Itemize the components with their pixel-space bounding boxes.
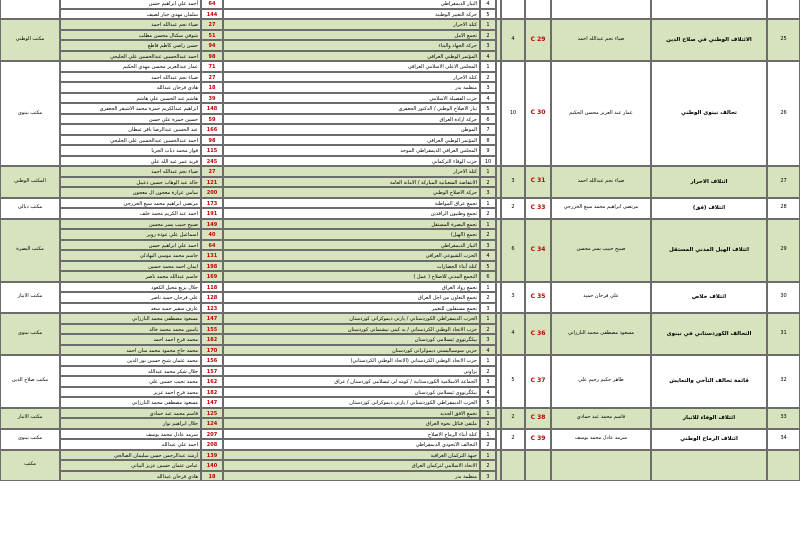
- party-name: حزب الفضيلة الاسلامي: [223, 93, 480, 104]
- party-name: الموطن: [223, 124, 480, 135]
- coalition-index: 31: [767, 313, 800, 355]
- coalition-leader: [551, 0, 651, 19]
- party-name: كتلة أبناء الرماح الاصلاح: [223, 429, 480, 440]
- party-index: 6: [480, 271, 496, 282]
- candidate-number: 40: [201, 229, 223, 240]
- coalition-code: C 33: [525, 198, 551, 219]
- candidate-number: 166: [201, 124, 223, 135]
- coalition-code: C 37: [525, 355, 551, 408]
- candidate-name: جاسم محمد موسى البهادلي: [60, 250, 201, 261]
- party-index: 4: [480, 387, 496, 398]
- party-name: كتلة الاحرار: [223, 166, 480, 177]
- coalition-name: ائتلاف (فق): [651, 198, 767, 219]
- party-index: 2: [480, 460, 496, 471]
- party-name: تجمع (الهيل): [223, 229, 480, 240]
- party-name: تيار الاصلاح الوطني / الدكتور الجعفري: [223, 103, 480, 114]
- candidate-name: اسماعيل علي عودة زوير: [60, 229, 201, 240]
- candidate-number: 173: [201, 198, 223, 209]
- party-name: حركة الاصلاح الوطني: [223, 187, 480, 198]
- party-index: 3: [480, 40, 496, 51]
- party-name: بيكگرتووى ئيسلامى كوردستان: [223, 334, 480, 345]
- coalition-block: [0, 166, 800, 198]
- coalition-name: [651, 450, 767, 482]
- coalition-block: [0, 429, 800, 450]
- candidate-name: احمد عبدالحسين عبدالحسين علي الجليحي: [60, 51, 201, 62]
- party-index: 4: [480, 0, 496, 9]
- candidate-name: شوقي سكنال محسن مطلب: [60, 30, 201, 41]
- office-name: مكتب الانبار: [0, 408, 60, 429]
- party-name: بيكگرتووى ئيسلامى كوردستان: [223, 387, 480, 398]
- candidate-name: ابراهيم عبدالكريم حمزة محمد الاشيقر الجعفري: [60, 103, 201, 114]
- coalition-index: 29: [767, 219, 800, 282]
- office-name: مكتب ديالى: [0, 198, 60, 219]
- coalition-name: التحالف الكوردستاني في نينوى: [651, 313, 767, 355]
- candidate-number: 64: [201, 240, 223, 251]
- candidate-number: 27: [201, 72, 223, 83]
- candidate-number: 51: [201, 30, 223, 41]
- coalition-block: [0, 19, 800, 61]
- candidate-number: 98: [201, 135, 223, 146]
- party-index: 3: [480, 471, 496, 482]
- party-index: 1: [480, 282, 496, 293]
- candidate-number: 64: [201, 0, 223, 9]
- party-name: حركة ارادة العراق: [223, 114, 480, 125]
- party-name: حزب الاتحاد الوطني الكردستاني (الاتحاد الوطني الكردستاني): [223, 355, 480, 366]
- seat-count: 2: [501, 429, 525, 450]
- candidate-number: 59: [201, 114, 223, 125]
- office-name: مكتب البصرة: [0, 219, 60, 282]
- candidate-number: 128: [201, 292, 223, 303]
- candidate-name: أحمد علي ابراهيم حسن: [60, 0, 201, 9]
- coalition-block: [0, 313, 800, 355]
- coalition-leader: [551, 450, 651, 482]
- coalition-code: C 39: [525, 429, 551, 450]
- candidate-name: جلال ابراهيم نوار: [60, 418, 201, 429]
- office-name: [0, 0, 60, 19]
- coalition-leader: ضياء نجم عبدالله احمد: [551, 166, 651, 198]
- coalition-index: [767, 450, 800, 482]
- party-index: 3: [480, 334, 496, 345]
- candidate-name: سرمد عادل محمد يوسف: [60, 429, 201, 440]
- candidate-name: سلمان مهدي جبار لصيف: [60, 9, 201, 20]
- candidate-number: 125: [201, 408, 223, 419]
- candidate-number: 208: [201, 439, 223, 450]
- candidate-name: قاسم محمد عبد حمادي: [60, 408, 201, 419]
- party-name: المجلس الاعلى الاسلامي العراقي: [223, 61, 480, 72]
- party-index: 1: [480, 429, 496, 440]
- candidate-name: فواز محمد ذياب الجربا: [60, 145, 201, 156]
- party-index: 5: [480, 103, 496, 114]
- coalition-leader: عمار عبد العزيز محسن الحكيم: [551, 61, 651, 166]
- seat-count: 2: [501, 198, 525, 219]
- party-index: 1: [480, 166, 496, 177]
- coalition-index: [767, 0, 800, 19]
- party-name: حركة التغيير الوطنية: [223, 9, 480, 20]
- seat-count: 2: [501, 408, 525, 429]
- candidate-name: احمد علي عبدالله: [60, 439, 201, 450]
- candidate-number: 140: [201, 460, 223, 471]
- party-name: حزب الاتحاد الوطني الكردستاني / يه كيتى نيشتمانى كوردستان: [223, 324, 480, 335]
- coalition-name: تحالف نينوى الوطني: [651, 61, 767, 166]
- party-name: المؤتمر الوطني العراقي: [223, 135, 480, 146]
- seat-count: 3: [501, 282, 525, 314]
- party-index: 2: [480, 229, 496, 240]
- party-name: التجمع المدني للاصلاح ( عمل ): [223, 271, 480, 282]
- party-index: 4: [480, 93, 496, 104]
- party-name: بزاوتى: [223, 366, 480, 377]
- coalition-code: [525, 450, 551, 482]
- seat-count: 4: [501, 313, 525, 355]
- coalition-name: ائتلاف الهيل المدني المستقل: [651, 219, 767, 282]
- candidate-name: محمد نجيب حسين علي: [60, 376, 201, 387]
- party-index: 2: [480, 324, 496, 335]
- candidate-number: 169: [201, 271, 223, 282]
- coalition-name: ائتلاف الاحرار: [651, 166, 767, 198]
- party-index: 2: [480, 208, 496, 219]
- party-index: 6: [480, 114, 496, 125]
- coalition-index: 34: [767, 429, 800, 450]
- seat-count: [501, 450, 525, 482]
- party-index: 2: [480, 292, 496, 303]
- party-index: 3: [480, 376, 496, 387]
- office-name: المكتب الوطني: [0, 166, 60, 198]
- coalition-index: 32: [767, 355, 800, 408]
- coalition-block: [0, 450, 800, 482]
- coalition-block: [0, 219, 800, 282]
- candidate-number: 147: [201, 313, 223, 324]
- party-index: 2: [480, 418, 496, 429]
- party-name: المؤتمر الوطني العراقي: [223, 51, 480, 62]
- candidate-number: 115: [201, 145, 223, 156]
- candidate-number: 245: [201, 156, 223, 167]
- party-name: منظمة بدر: [223, 471, 480, 482]
- coalition-leader: صبيح حبيب يسر محسن: [551, 219, 651, 282]
- party-index: 2: [480, 177, 496, 188]
- coalition-leader: ضياء نجم عبدالله احمد: [551, 19, 651, 61]
- coalition-code: C 30: [525, 61, 551, 166]
- candidate-name: سامي عزارة معجون ال معجون: [60, 187, 201, 198]
- party-index: 1: [480, 313, 496, 324]
- candidate-name: حسين حمزة علي حسن: [60, 114, 201, 125]
- candidate-number: 27: [201, 166, 223, 177]
- candidate-number: 148: [201, 103, 223, 114]
- candidate-number: 182: [201, 387, 223, 398]
- coalition-name: ائتلاف خلاص: [651, 282, 767, 314]
- party-name: تجمع رواد العراق: [223, 282, 480, 293]
- coalition-leader: قاسم محمد عبد حمادي: [551, 408, 651, 429]
- candidate-name: جاسم عبدالله محمد ناصر: [60, 271, 201, 282]
- coalition-code: C 29: [525, 19, 551, 61]
- coalition-block: [0, 0, 800, 19]
- party-name: الحزب الديمقراطي الكوردستاني / پارتی ديموكراتى كوردستان: [223, 397, 480, 408]
- candidate-number: 139: [201, 450, 223, 461]
- office-name: مكتب: [0, 450, 60, 482]
- candidate-name: جلال يزيع محيل الكعود: [60, 282, 201, 293]
- party-name: ملتقى قبائل نخوة العراق: [223, 418, 480, 429]
- party-index: 2: [480, 439, 496, 450]
- coalition-code: [525, 0, 551, 19]
- candidate-name: صبيح حبيب يسر محسن: [60, 219, 201, 230]
- coalition-index: 33: [767, 408, 800, 429]
- coalition-leader: علي فرحان حميد: [551, 282, 651, 314]
- candidate-name: مرتضى ابراهيم محمد سبع الخزرجي: [60, 198, 201, 209]
- office-name: مكتب الانبار: [0, 282, 60, 314]
- candidate-number: 124: [201, 418, 223, 429]
- coalition-name: الائتلاف الوطني في صلاح الدين: [651, 19, 767, 61]
- coalition-block: [0, 198, 800, 219]
- candidate-name: هادي فرحان عبدالله: [60, 471, 201, 482]
- candidate-number: 155: [201, 324, 223, 335]
- party-index: 2: [480, 366, 496, 377]
- party-index: 4: [480, 345, 496, 356]
- party-index: 3: [480, 82, 496, 93]
- candidate-name: ايمان احمد محمد حسين: [60, 261, 201, 272]
- party-index: 1: [480, 61, 496, 72]
- candidate-number: 198: [201, 261, 223, 272]
- candidate-name: هاشم عبد الحسين علي هاشم: [60, 93, 201, 104]
- party-name: تجمع مستقلون للتغيير: [223, 303, 480, 314]
- seat-count: 10: [501, 61, 525, 166]
- candidate-name: محمد فرج احمد احمد: [60, 334, 201, 345]
- coalition-index: 30: [767, 282, 800, 314]
- coalition-index: 28: [767, 198, 800, 219]
- party-index: 1: [480, 450, 496, 461]
- candidate-number: 27: [201, 19, 223, 30]
- candidate-number: 94: [201, 40, 223, 51]
- party-name: الانتفاضة الشعبانية المباركة / الامانة العامة: [223, 177, 480, 188]
- candidate-number: 156: [201, 355, 223, 366]
- candidate-name: عباس عثمان حسين عزيز البياتي: [60, 460, 201, 471]
- candidate-number: 123: [201, 303, 223, 314]
- candidate-number: 157: [201, 366, 223, 377]
- candidate-name: علي فرحان حميد ناصر: [60, 292, 201, 303]
- candidate-name: محمد حاج محمود محمد سان احمد: [60, 345, 201, 356]
- coalition-name: ائتلاف الرماح الوطني: [651, 429, 767, 450]
- coalition-block: [0, 355, 800, 408]
- party-name: التحالف الاتحودي الديمقراطي: [223, 439, 480, 450]
- party-index: 1: [480, 408, 496, 419]
- party-name: تجمع البصرة المستقل: [223, 219, 480, 230]
- party-name: تجمع عراق المواطنة: [223, 198, 480, 209]
- candidate-number: 118: [201, 282, 223, 293]
- candidate-number: 39: [201, 93, 223, 104]
- candidate-name: عارف سفير حميد سعد: [60, 303, 201, 314]
- candidate-number: 207: [201, 429, 223, 440]
- candidate-number: 200: [201, 187, 223, 198]
- coalition-leader: سرمد عادل محمد يوسف: [551, 429, 651, 450]
- party-name: حركة الجهاد والبناء: [223, 40, 480, 51]
- party-index: 1: [480, 198, 496, 209]
- party-name: الحزب الديمقراطي الكوردستاني / پارتی ديموكراتى كوردستان: [223, 313, 480, 324]
- candidate-number: 71: [201, 61, 223, 72]
- candidate-number: 98: [201, 51, 223, 62]
- seat-count: 6: [501, 219, 525, 282]
- coalition-code: C 35: [525, 282, 551, 314]
- party-index: 2: [480, 72, 496, 83]
- office-name: مكتب الوطني: [0, 19, 60, 61]
- party-name: حزب الوفاء التركماني: [223, 156, 480, 167]
- coalition-name: [651, 0, 767, 19]
- party-name: تجمع الافق الجديد: [223, 408, 480, 419]
- coalition-leader: طاهر حكيم رحيم علي: [551, 355, 651, 408]
- coalition-block: [0, 282, 800, 314]
- candidate-number: 121: [201, 177, 223, 188]
- candidate-number: 191: [201, 208, 223, 219]
- candidate-name: جلال شكر محمد عبدالله: [60, 366, 201, 377]
- candidate-name: ضياء نجم عبدالله احمد: [60, 72, 201, 83]
- candidate-number: 131: [201, 250, 223, 261]
- office-name: مكتب نينوى: [0, 429, 60, 450]
- party-name: جبهة التركمان العراقية: [223, 450, 480, 461]
- coalition-index: 26: [767, 61, 800, 166]
- candidate-number: 170: [201, 345, 223, 356]
- candidate-number: 149: [201, 219, 223, 230]
- candidate-name: حسن راضي كاظم قاطع: [60, 40, 201, 51]
- office-name: مكتب نينوى: [0, 61, 60, 166]
- candidate-number: 147: [201, 397, 223, 408]
- coalition-leader: مسعود مصطفى محمد البارزاني: [551, 313, 651, 355]
- party-name: منظمة بدر: [223, 82, 480, 93]
- party-name: حزبى سوسياليستى ديموكراتى كوردستان: [223, 345, 480, 356]
- party-name: كتلة أبناء الحضارات: [223, 261, 480, 272]
- coalition-code: C 34: [525, 219, 551, 282]
- seat-count: 5: [501, 355, 525, 408]
- candidate-name: هادي فرحان عبدالله: [60, 82, 201, 93]
- office-name: مكتب صلاح الدين: [0, 355, 60, 408]
- coalition-code: C 36: [525, 313, 551, 355]
- candidate-number: 162: [201, 376, 223, 387]
- seat-count: 3: [501, 166, 525, 198]
- candidate-name: عمار عبدالعزيز محسن مهدي الحكيم: [60, 61, 201, 72]
- candidate-name: ضياء نجم عبدالله احمد: [60, 166, 201, 177]
- coalition-name: ائتلاف الوفاء للانبار: [651, 408, 767, 429]
- party-index: 5: [480, 9, 496, 20]
- candidate-name: عبد الحسين عبدالرضا باقر عبطان: [60, 124, 201, 135]
- party-name: تجمع وطنيون الرافدين: [223, 208, 480, 219]
- coalition-block: [0, 61, 800, 166]
- seat-count: 4: [501, 19, 525, 61]
- party-name: المجلس العراقي الديمقراطي الموحد: [223, 145, 480, 156]
- party-index: 4: [480, 250, 496, 261]
- candidate-name: ياسين محمد محمد خالد: [60, 324, 201, 335]
- candidate-name: احمد عبد الكريم محمد خلف: [60, 208, 201, 219]
- candidate-number: 182: [201, 334, 223, 345]
- coalition-name: قائمة تحالف التآخي والتعايش: [651, 355, 767, 408]
- party-name: كتلة الاحرار: [223, 72, 480, 83]
- party-index: 1: [480, 19, 496, 30]
- party-index: 7: [480, 124, 496, 135]
- seat-count: [501, 0, 525, 19]
- coalition-leader: مرتضى ابراهيم محمد سبع الخزرجي: [551, 198, 651, 219]
- party-index: 3: [480, 187, 496, 198]
- party-name: تجمع الامل: [223, 30, 480, 41]
- party-index: 8: [480, 135, 496, 146]
- party-index: 10: [480, 156, 496, 167]
- party-name: الحزب الشيوعي العراقي: [223, 250, 480, 261]
- party-index: 9: [480, 145, 496, 156]
- candidate-name: مسعود مصطفى محمد البارزاني: [60, 313, 201, 324]
- candidate-name: خالد عبد الوهاب حسين دعيبل: [60, 177, 201, 188]
- party-name: تجمع التعاون من اجل العراق: [223, 292, 480, 303]
- coalition-block: [0, 408, 800, 429]
- party-name: الاتحاد الاسلامي لتركمان العراق: [223, 460, 480, 471]
- candidate-name: فريد عمر عبد الله علي: [60, 156, 201, 167]
- candidate-name: ضياء نجم عبدالله احمد: [60, 19, 201, 30]
- candidate-name: محمد فرج احمد عزيز: [60, 387, 201, 398]
- party-index: 3: [480, 303, 496, 314]
- party-index: 2: [480, 30, 496, 41]
- party-index: 1: [480, 355, 496, 366]
- party-name: كتلة الاحرار: [223, 19, 480, 30]
- party-index: 1: [480, 219, 496, 230]
- candidate-name: احمد عبدالحسين عبدالحسين علي الجليحي: [60, 135, 201, 146]
- office-name: مكتب نينوى: [0, 313, 60, 355]
- coalition-index: 25: [767, 19, 800, 61]
- candidate-name: احمد علي ابراهيم حسن: [60, 240, 201, 251]
- party-name: التيار الديمقراطي: [223, 240, 480, 251]
- candidate-name: أرشد عبدالرحمن حسن سليمان الصالحي: [60, 450, 201, 461]
- coalition-index: 27: [767, 166, 800, 198]
- party-index: 3: [480, 240, 496, 251]
- candidate-number: 144: [201, 9, 223, 20]
- party-index: 4: [480, 51, 496, 62]
- party-index: 5: [480, 261, 496, 272]
- candidate-number: 18: [201, 471, 223, 482]
- candidate-number: 18: [201, 82, 223, 93]
- coalition-code: C 31: [525, 166, 551, 198]
- candidate-name: مسعود مصطفى محمد البارزاني: [60, 397, 201, 408]
- candidate-name: محمد عثمان شيخ حسين نور الدين: [60, 355, 201, 366]
- party-name: التيار الديمقراطي: [223, 0, 480, 9]
- party-index: 5: [480, 397, 496, 408]
- coalition-code: C 38: [525, 408, 551, 429]
- party-name: الجماعة الاسلامية الكوردستانية / كومه لى ئيسلامى كوردستان / عراق: [223, 376, 480, 387]
